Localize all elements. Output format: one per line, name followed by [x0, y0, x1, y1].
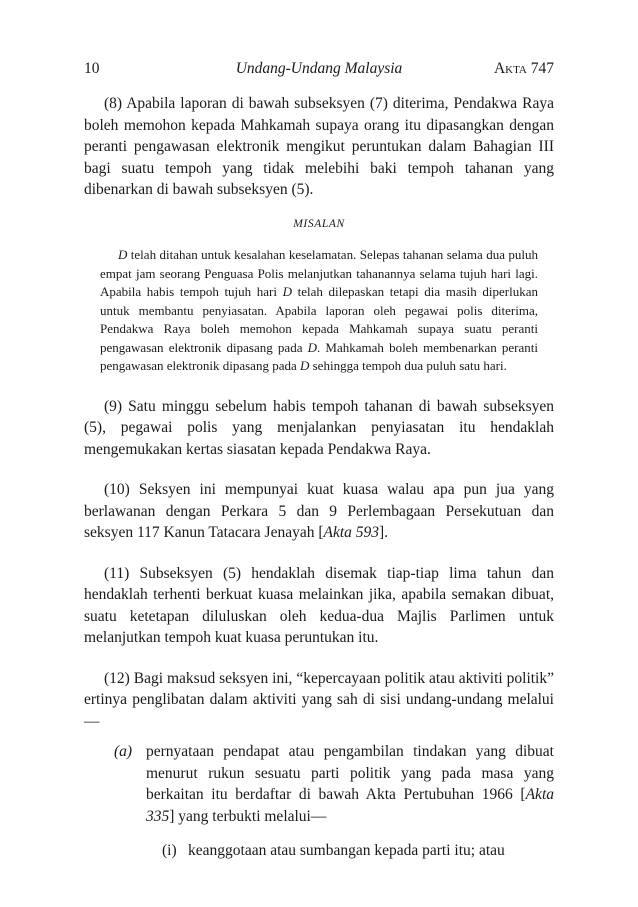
subparagraph-i [84, 840, 554, 862]
illustration-seg: . Mahkamah boleh membenarkan peranti pengawasan elektronik dipasang pada [100, 339, 538, 373]
subsection-11: (11) Subseksyen (5) hendaklah disemak tiap-tiap lima tahun dan hendaklah terhenti berkuat kuasa melainkan jika, apabila semakan dibuat, suatu ketetapan diluluskan oleh kedua-dua Majlis Parlimen untuk melanjutkan tempoh kuat kuasa peruntukan itu. [84, 564, 554, 646]
illustration-var: D [282, 284, 293, 299]
subsection-10-text: (10) Seksyen ini mempunyai kuat kuasa walau apa pun jua yang berlawanan dengan Perkara 5 dan 9 Perlembagaan Persekutuan dan seksyen 117 Kanun Tatacara Jenayah [ [84, 481, 554, 541]
subsection-9: (9) Satu minggu sebelum habis tempoh tahanan di bawah subseksyen (5), pegawai polis yang menjalankan penyiasatan itu hendaklah mengemukakan kertas siasatan kepada Pendakwa Raya. [84, 397, 554, 458]
act-label: Akta 747 [493, 60, 554, 77]
illustration-seg: telah dilepaskan tetapi dia masih diperlukan untuk membantu penyiasatan. Apabila laporan oleh pegawai polis diterima, Pendakwa Raya boleh memohon kepada Mahkamah supaya suatu peranti pengawasan elektronik dipasang pada [100, 284, 538, 355]
paragraph-a [84, 741, 554, 827]
running-title: Undang-Undang Malaysia [235, 60, 403, 77]
subsection-8: (8) Apabila laporan di bawah subseksyen (7) diterima, Pendakwa Raya boleh memohon kepada Mahkamah supaya orang itu dipasangkan dengan peranti pengawasan elektronik mengikut peruntukan dalam Bahagian III bagi suatu tempoh yang tidak melebihi baki tempoh tahanan yang dibenarkan di bawah subseksyen (5). [84, 95, 554, 198]
illustration-text [100, 246, 538, 376]
page-body [84, 93, 554, 862]
paragraph-a-label: (a) [114, 743, 133, 760]
subparagraph-i-label: (i) [162, 842, 177, 859]
illustration-seg: telah ditahan untuk kesalahan keselamatan. Selepas tahanan selama dua puluh empat jam seorang Penguasa Polis melanjutkan tahanannya selama tujuh hari lagi. Apabila habis tempoh tujuh hari [100, 247, 538, 299]
page-number: 10 [84, 60, 100, 77]
illustration-var: D [118, 247, 128, 262]
subparagraph-i-text: keanggotaan atau sumbangan kepada parti itu; atau [188, 842, 505, 859]
paragraph-a-text: pernyataan pendapat atau pengambilan tindakan yang dibuat menurut rukun sesuatu parti politik yang pada masa yang berkaitan itu berdaftar di bawah Akta Pertubuhan 1966 [ [146, 743, 554, 803]
illustration-title: MISALAN [293, 217, 345, 230]
illustration-var: D [307, 339, 318, 355]
act-reference: Akta 335 [146, 786, 554, 825]
subsection-12: (12) Bagi maksud seksyen ini, “kepercayaan politik atau aktiviti politik” ertinya penglibatan dalam aktiviti yang sah di sisi undang-undang melalui— [84, 669, 554, 730]
page-header [84, 60, 554, 82]
subsection-10 [84, 479, 554, 544]
illustration-var: D [299, 358, 310, 373]
illustration-seg: sehingga tempoh dua puluh satu hari. [309, 358, 507, 373]
paragraph-a-end: ] yang terbukti melalui— [169, 807, 327, 825]
subsection-10-end: ]. [379, 524, 389, 541]
act-reference: Akta 593 [323, 524, 380, 541]
